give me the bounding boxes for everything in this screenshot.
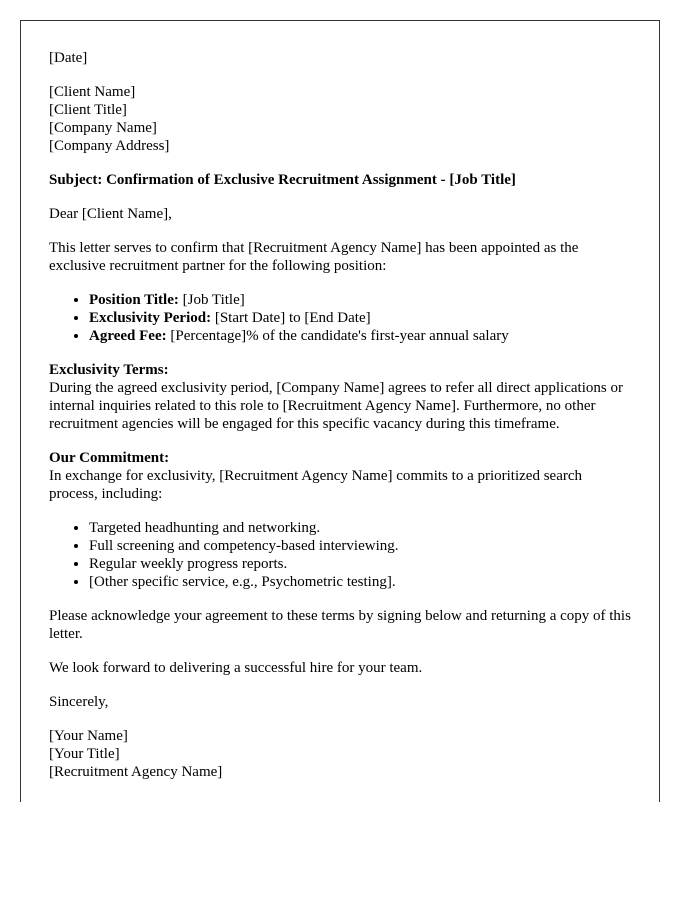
recipient-line: [Company Address]	[49, 138, 170, 154]
exclusivity-heading: Exclusivity Terms:	[49, 362, 169, 378]
signature-block	[49, 727, 631, 781]
detail-label: Position Title:	[89, 292, 179, 308]
commitments-list	[49, 519, 631, 591]
salutation: Dear [Client Name],	[49, 206, 172, 222]
exclusivity-text: During the agreed exclusivity period, [Company Name] agrees to refer all direct applications or internal inquiries related to this role to [Recruitment Agency Name]. Furthermore, no other recruitment agencies will be engaged for this specific vacancy during this timeframe.	[49, 380, 623, 432]
detail-value: [Percentage]% of the candidate's first-year annual salary	[166, 328, 509, 344]
list-item: • Regular weekly progress reports.	[89, 555, 631, 573]
recipient-line: [Client Name]	[49, 84, 136, 100]
commitment-heading: Our Commitment:	[49, 450, 170, 466]
detail-label: Agreed Fee:	[89, 328, 167, 344]
letter-document	[20, 20, 660, 802]
detail-label: Exclusivity Period:	[89, 310, 212, 326]
commitment-section	[49, 449, 631, 503]
recipient-line: [Company Name]	[49, 120, 157, 136]
detail-value: [Start Date] to [End Date]	[211, 310, 371, 326]
list-item	[89, 327, 631, 345]
list-item: • Targeted headhunting and networking.	[89, 519, 631, 537]
position-details-list	[49, 291, 631, 345]
recipient-block	[49, 83, 631, 155]
closing-paragraph: We look forward to delivering a successful hire for your team.	[49, 660, 423, 676]
signature-line: [Your Name]	[49, 728, 128, 744]
detail-value: [Job Title]	[178, 292, 245, 308]
list-item: • [Other specific service, e.g., Psychometric testing].	[89, 573, 631, 591]
acknowledge-paragraph: Please acknowledge your agreement to these terms by signing below and returning a copy of this letter.	[49, 608, 631, 642]
signature-line: [Your Title]	[49, 746, 120, 762]
signature-line: [Recruitment Agency Name]	[49, 764, 223, 780]
exclusivity-section	[49, 361, 631, 433]
recipient-line: [Client Title]	[49, 102, 127, 118]
list-item: • Full screening and competency-based interviewing.	[89, 537, 631, 555]
list-item	[89, 291, 631, 309]
commitment-text: In exchange for exclusivity, [Recruitment Agency Name] commits to a prioritized search process, including:	[49, 468, 583, 502]
letter-date: [Date]	[49, 50, 88, 66]
intro-paragraph: This letter serves to confirm that [Recruitment Agency Name] has been appointed as the exclusive recruitment partner for the following position:	[49, 240, 579, 274]
subject-line: Subject: Confirmation of Exclusive Recruitment Assignment - [Job Title]	[49, 172, 516, 188]
list-item	[89, 309, 631, 327]
signoff: Sincerely,	[49, 694, 109, 710]
